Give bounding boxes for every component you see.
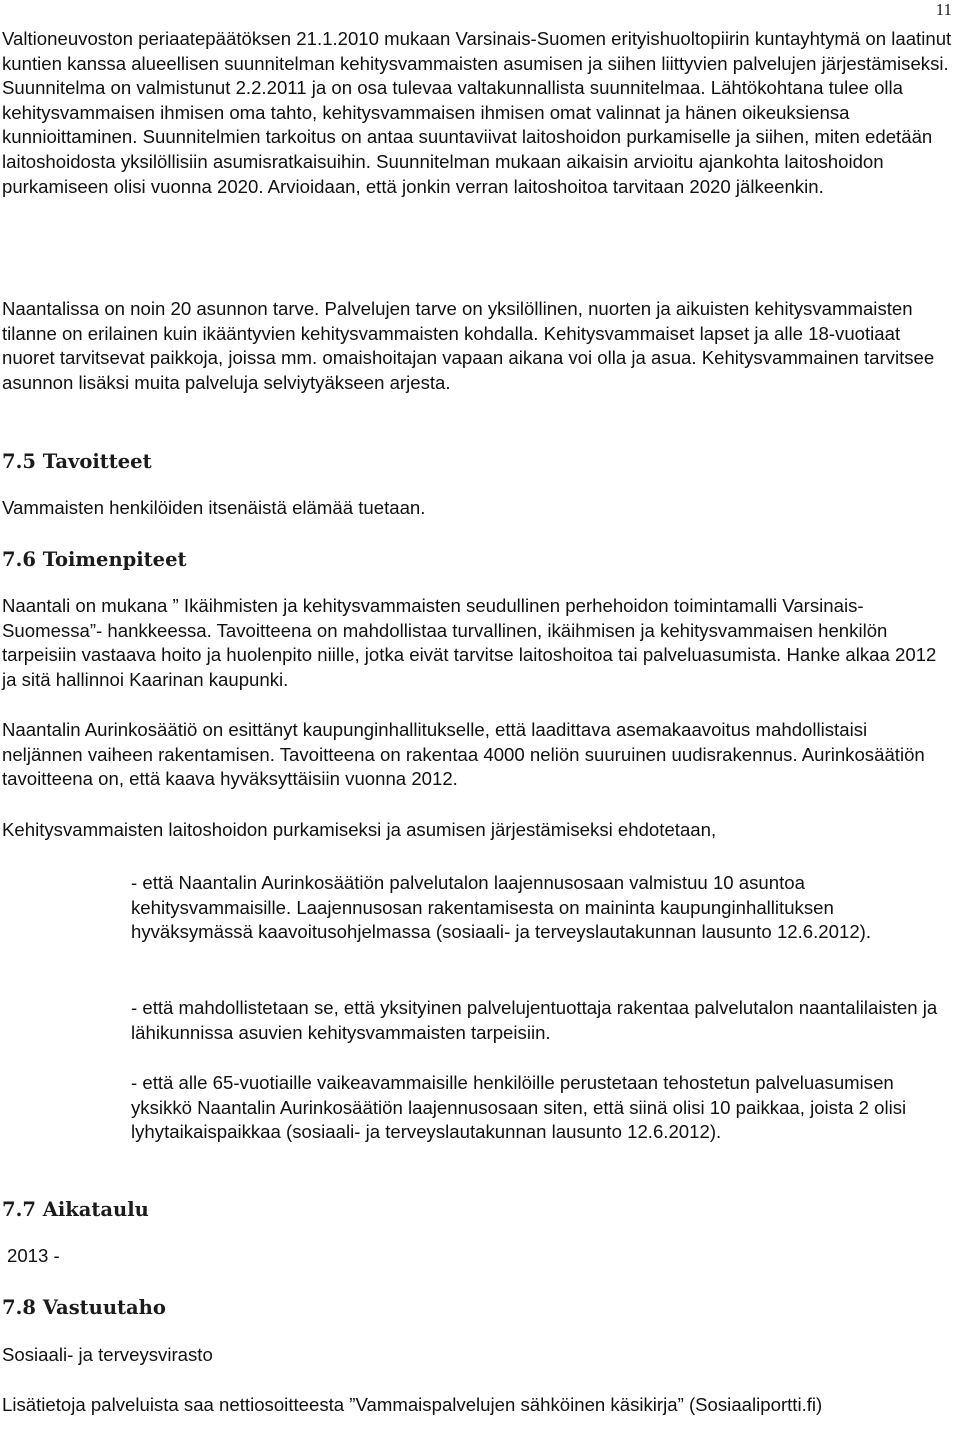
paragraph-perhehoito-project: Naantali on mukana ” Ikäihmisten ja kehitysvammaisten seudullinen perhehoidon toimintamalli Varsinais-Suomessa”- hankkeessa. Tavoitteena on mahdollistaa turvallinen, ikäihmisen ja kehitysvammaisen henkilön tarpeisiin vastaava hoito ja huolenpito niille, jotka eivät tarvitse laitoshoitoa tai palveluasumista. Hanke alkaa 2012 ja sitä hallinnoi Kaarinan kaupunki. bbox=[2, 595, 937, 690]
heading-vastuutaho: 7.8 Vastuutaho bbox=[2, 1296, 166, 1319]
heading-tavoitteet: 7.5 Tavoitteet bbox=[2, 450, 152, 473]
page-number: 11 bbox=[935, 0, 952, 19]
list-item-proposal-1: - että Naantalin Aurinkosäätiön palvelutalon laajennusosaan valmistuu 10 asuntoa kehitysvammaisille. Laajennusosan rakentamisesta on maininta kaupunginhallituksen hyväksymässä kaavoitusohjelmassa (sosiaali- ja terveyslautakunnan lausunto 12.6.2012). bbox=[131, 872, 872, 943]
list-item-proposal-3: - että alle 65-vuotiaille vaikeavammaisille henkilöille perustetaan tehostetun palveluasumisen yksikkö Naantalin Aurinkosäätiön laajennusosaan siten, että siinä olisi 10 paikkaa, joista 2 olisi lyhytaikaispaikkaa (sosiaali- ja terveyslautakunnan lausunto 12.6.2012). bbox=[131, 1072, 907, 1143]
heading-aikataulu: 7.7 Aikataulu bbox=[2, 1198, 149, 1221]
paragraph-tavoitteet: Vammaisten henkilöiden itsenäistä elämää tuetaan. bbox=[2, 497, 426, 518]
list-item-proposal-2: - että mahdollistetaan se, että yksityinen palvelujentuottaja rakentaa palvelutalon naantalilaisten ja lähikunnissa asuvien kehitysvammaisten tarpeisiin. bbox=[131, 997, 938, 1043]
paragraph-aikataulu: 2013 - bbox=[7, 1245, 60, 1266]
paragraph-aurinkosaatio: Naantalin Aurinkosäätiö on esittänyt kaupunginhallitukselle, että laadittava asemakaavoitus mahdollistaisi neljännen vaiheen rakentamisen. Tavoitteena on rakentaa 4000 neliön suuruinen uudisrakennus. Aurinkosäätiön tavoitteena on, että kaava hyväksyttäisiin vuonna 2012. bbox=[2, 719, 925, 790]
paragraph-housing-need: Naantalissa on noin 20 asunnon tarve. Palvelujen tarve on yksilöllinen, nuorten ja aikuisten kehitysvammaisten tilanne on erilainen kuin ikääntyvien kehitysvammaisten kohdalla. Kehitysvammaiset lapset ja alle 18-vuotiaat nuoret tarvitsevat paikkoja, joissa mm. omaishoitajan vapaan aikana voi olla ja asua. Kehitysvammainen tarvitsee asunnon lisäksi muita palveluja selviytyäkseen arjesta. bbox=[2, 298, 935, 393]
paragraph-more-info: Lisätietoja palveluista saa nettiosoitteesta ”Vammaispalvelujen sähköinen käsikirja” (Sosiaaliportti.fi) bbox=[2, 1394, 823, 1415]
paragraph-vastuutaho: Sosiaali- ja terveysvirasto bbox=[2, 1344, 213, 1365]
heading-toimenpiteet: 7.6 Toimenpiteet bbox=[2, 548, 187, 571]
paragraph-proposals-intro: Kehitysvammaisten laitoshoidon purkamiseksi ja asumisen järjestämiseksi ehdotetaan, bbox=[2, 819, 717, 840]
paragraph-regional-plan: Valtioneuvoston periaatepäätöksen 21.1.2010 mukaan Varsinais-Suomen erityishuoltopiirin kuntayhtymä on laatinut kuntien kanssa alueellisen suunnitelman kehitysvammaisten asumisen ja siihen liittyvien palvelujen järjestämiseksi. Suunnitelma on valmistunut 2.2.2011 ja on osa tulevaa valtakunnallista suunnitelmaa. Lähtökohtana tulee olla kehitysvammaisen ihmisen oma tahto, kehitysvammaisen ihmisen omat valinnat ja hänen oikeuksiensa kunnioittaminen. Suunnitelmien tarkoitus on antaa suuntaviivat laitoshoidon purkamiselle ja siihen, miten edetään laitoshoidosta yksilöllisiin asumisratkaisuihin. Suunnitelman mukaan aikaisin arvioitu ajankohta laitoshoidon purkamiseen olisi vuonna 2020. Arvioidaan, että jonkin verran laitoshoitoa tarvitaan 2020 jälkeenkin. bbox=[2, 28, 952, 197]
